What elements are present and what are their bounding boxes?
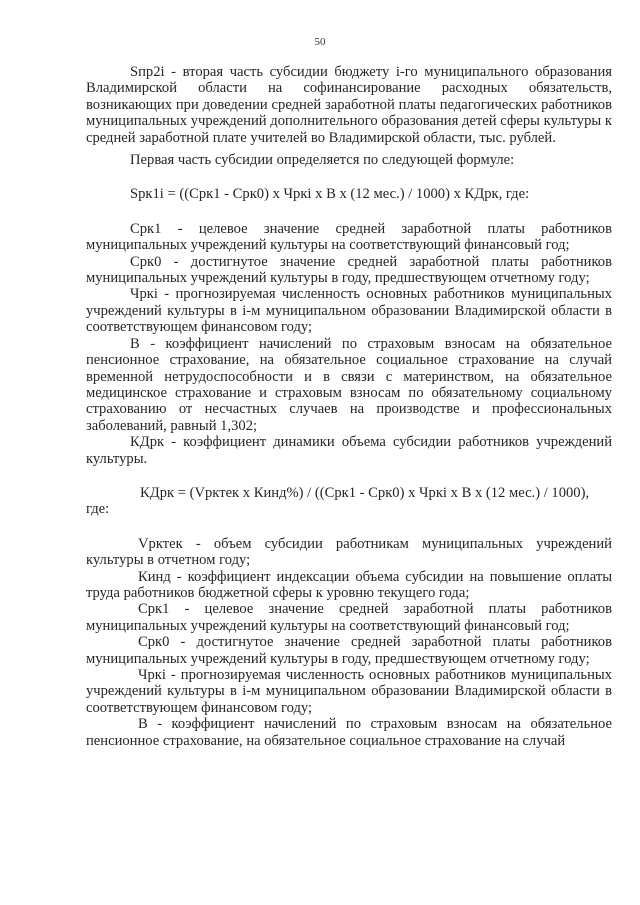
definition-b-coefficient-repeat: В - коэффициент начислений по страховым взносам на обязательное пенсионное страхование, на обязательное социальное страхование на случай	[86, 716, 612, 749]
definition-crk0-repeat: Срк0 - достигнутое значение средней заработной платы работников муниципальных учреждений культуры в году, предшествующем отчетному году;	[86, 634, 612, 667]
definition-crk1-repeat: Срк1 - целевое значение средней заработной платы работников муниципальных учреждений культуры на соответствующий финансовый год;	[86, 601, 612, 634]
definition-b-coefficient: В - коэффициент начислений по страховым взносам на обязательное пенсионное страхование, на обязательное социальное страхование на случай временной нетрудоспособности и в связи с материнством, на обязательное медицинское страхование и страховым взносам по обязательному социальному страхованию от несчастных случаев на производстве и профессиональных заболеваний, равный 1,302;	[86, 335, 612, 434]
definition-chrki-repeat: Чркi - прогнозируемая численность основных работников муниципальных учреждений культуры в i-м муниципальном образовании Владимирской области в соответствующем финансовом году;	[86, 667, 612, 716]
formula-kdrk: КДрк = (Vрктек х Кинд%) / ((Срк1 - Срк0) х Чркi х В х (12 мес.) / 1000),	[140, 484, 590, 501]
paragraph-spr2i-definition: Sпр2i - вторая часть субсидии бюджету i-го муниципального образования Владимирской области на софинансирование расходных обязательств, возникающих при доведении средней заработной платы педагогических работников муниципальных учреждений дополнительного образования детей сферы культуры к средней заработной плате учителей во Владимирской области, тыс. рублей.	[86, 64, 612, 146]
paragraph-first-part-intro: Первая часть субсидии определяется по следующей формуле:	[130, 152, 515, 169]
definition-kind: Кинд - коэффициент индексации объема субсидии на повышение оплаты труда работников бюджетной сферы к уровню текущего года;	[86, 568, 612, 601]
definition-crk0: Срк0 - достигнутое значение средней заработной платы работников муниципальных учреждений культуры в году, предшествующем отчетному году;	[86, 253, 612, 287]
definition-chrki: Чркi - прогнозируемая численность основных работников муниципальных учреждений культуры в i-м муниципальном образовании Владимирской области в соответствующем финансовом году;	[86, 286, 612, 336]
definition-kdrk: КДрк - коэффициент динамики объема субсидии работников учреждений культуры.	[86, 434, 612, 467]
formula-kdrk-where: где:	[86, 501, 110, 518]
definition-vrktek: Vрктек - объем субсидии работникам муниципальных учреждений культуры в отчетном году;	[86, 535, 612, 569]
page-body	[86, 64, 612, 749]
page-number: 50	[314, 36, 326, 48]
definition-crk1: Срк1 - целевое значение средней заработной платы работников муниципальных учреждений культуры на соответствующий финансовый год;	[86, 220, 612, 254]
formula-spk1i: Sрк1i = ((Срк1 - Срк0) х Чркi х В х (12 мес.) / 1000) х КДрк, где:	[130, 186, 530, 203]
